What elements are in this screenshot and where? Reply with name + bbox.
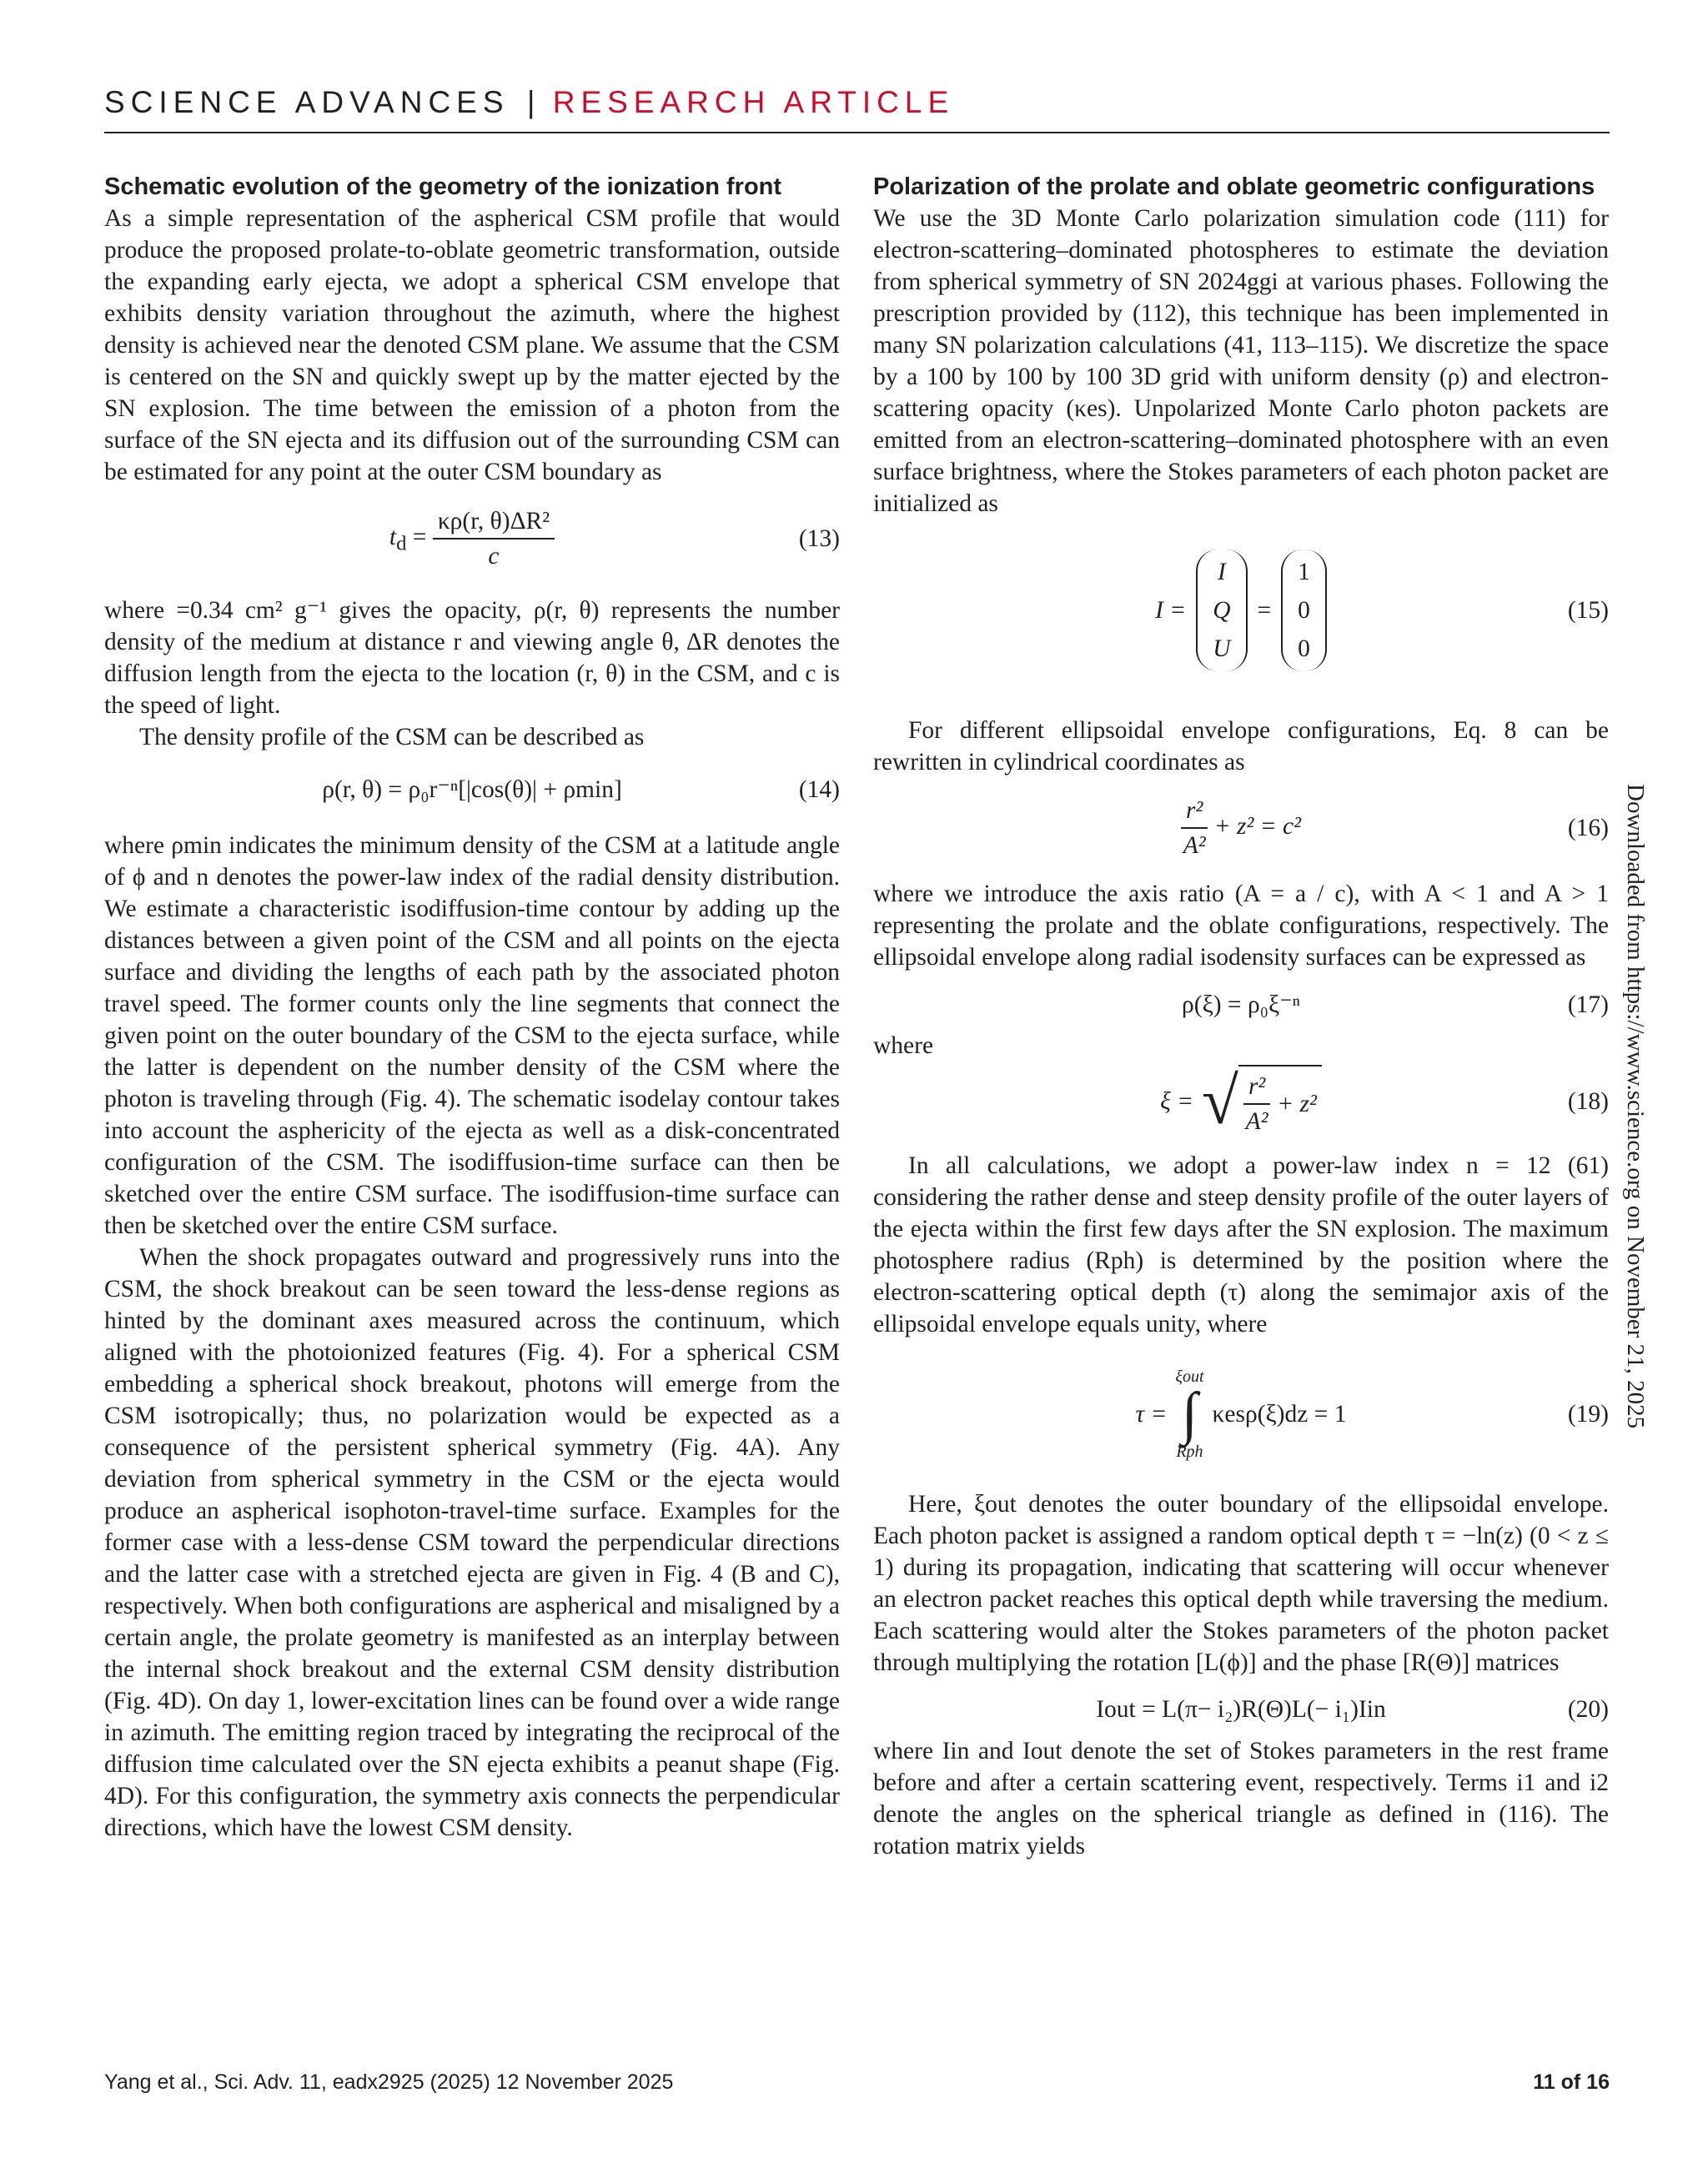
equation-20 [873,1684,1609,1735]
eq18-numerator: r² [1243,1070,1270,1105]
eq18-rest: + z² [1277,1091,1317,1117]
eq19-lhs: τ = [1135,1401,1168,1428]
eq15-lhs: I = [1155,597,1187,624]
equation-15 [873,531,1609,690]
equation-14 [104,761,840,818]
square-root: √ $\frac{\text{r²}}{\text{A²}}$ + z² [1202,1064,1322,1139]
paragraph: Here, ξout denotes the outer boundary of the ellipsoidal envelope. Each photon packet is assigned a random optical depth τ = −ln(z) (0 < z ≤ 1) during its propagation, indicating that scattering will occur whenever an electron packet reaches this optical depth while traversing the medium. Each scattering would alter the Stokes parameters of the photon packet through multiplying the rotation [L(ϕ)] and the phase [R(Θ)] matrices [873,1491,1609,1676]
paragraph: where =0.34 cm² g⁻¹ gives the opacity, ρ(r, θ) represents the number density of the medium at distance r and viewing angle θ, ΔR denotes the diffusion length from the ejecta to the location (r, θ) in the CSM, and c is the speed of light. [104,597,840,719]
initial-vector [1281,550,1327,671]
vector-entry: U [1213,635,1231,662]
right-column [873,171,1609,1862]
equation-number: (17) [1567,991,1609,1018]
equation-13: $t_d$ = $\frac{\text{κρ(r, θ)ΔR²}}{c}$ (13) [104,494,840,583]
equation-number: (18) [1567,1088,1609,1115]
download-notice: Downloaded from https://www.science.org on November 21, 2025 [1622,784,1649,1429]
equation-17 [873,980,1609,1030]
section-heading-polarization: Polarization of the prolate and oblate geometric configurations [873,173,1595,200]
eq17-body: ρ(ξ) = ρ₀ξ⁻ⁿ [1182,991,1300,1018]
vector-entry: 1 [1298,559,1310,585]
equation-19 [873,1352,1609,1477]
footer-citation: Yang et al., Sci. Adv. 11, eadx2925 (2025) 12 November 2025 [104,2070,674,2094]
paragraph: The density profile of the CSM can be described as [139,724,645,750]
page-number: 11 of 16 [1533,2070,1610,2094]
paragraph: where [873,1032,934,1059]
eq15-equals: = [1257,597,1272,624]
eq16-denominator: A² [1183,832,1206,859]
vector-entry: 0 [1298,597,1310,624]
vector-entry: I [1217,559,1226,585]
integral-lower-limit: Rph [1176,1443,1203,1461]
eq16-rest: + z² = c² [1213,812,1301,840]
left-column [104,171,840,1844]
eq13-numerator: κρ(r, θ)ΔR² [433,504,555,539]
equation-number: (16) [1567,815,1609,841]
paragraph: As a simple representation of the aspherical CSM profile that would produce the proposed prolate-to-oblate geometric transformation, outside the expanding early ejecta, we adopt a spherical CSM envelope that exhibits density variation throughout the azimuth, where the highest density is achieved near the denoted CSM plane. We assume that the CSM is centered on the SN and quickly swept up by the matter ejected by the SN explosion. The time between the emission of a photon from the surface of the SN ejecta and its diffusion out of the surrounding CSM can be estimated for any point at the outer CSM boundary as [104,205,840,485]
equation-number: (20) [1567,1696,1609,1723]
equation-18 [873,1061,1609,1142]
equation-number: (14) [798,776,840,803]
header-separator: | [526,85,535,119]
eq19-body: κesρ(ξ)dz = 1 [1212,1401,1347,1428]
eq13-denominator: c [488,543,500,570]
equation-16 [873,786,1609,870]
paragraph: When the shock propagates outward and progressively runs into the CSM, the shock breakout can be seen toward the less-dense regions as hinted by the dominant axes measured across the continuum, which aligned with the photoionized features (Fig. 4). For a spherical CSM embedding a spherical shock breakout, photons will emerge from the CSM isotropically; thus, no polarization would be expected as a consequence of the persistent spherical symmetry (Fig. 4A). Any deviation from spherical symmetry in the CSM or the ejecta would produce an aspherical isophoton-travel-time surface. Examples for the former case with a less-dense CSM toward the perpendicular directions and the latter case with a stretched ejecta are given in Fig. 4 (B and C), respectively. When both configurations are aspherical and misaligned by a certain angle, the prolate geometry is manifested as an interplay between the internal shock breakout and the external CSM density distribution (Fig. 4D). On day 1, lower-excitation lines can be found over a wide range in azimuth. The emitting region traced by integrating the reciprocal of the diffusion time calculated over the SN ejecta exhibits a peanut shape (Fig. 4D). For this configuration, the symmetry axis connects the perpendicular directions, which have the lowest CSM density. [104,1244,840,1841]
vector-entry: 0 [1298,635,1310,662]
paragraph: In all calculations, we adopt a power-law index n = 12 (61) considering the rather dense and steep density profile of the outer layers of the ejecta within the first few days after the SN explosion. The maximum photosphere radius (Rph) is determined by the position where the electron-scattering optical depth (τ) along the semimajor axis of the ellipsoidal envelope equals unity, where [873,1152,1609,1337]
eq20-body: Iout = L(π− i₂)R(Θ)L(− i₁)Iin [1096,1696,1386,1723]
stokes-vector [1196,550,1247,671]
equation-number: (13) [798,525,840,552]
eq18-denominator: A² [1245,1108,1268,1135]
eq18-lhs: ξ = [1160,1088,1194,1115]
paragraph: where we introduce the axis ratio (A = a / c), with A < 1 and A > 1 representing the prolate and the oblate configurations, respectively. The ellipsoidal envelope along radial isodensity surfaces can be expressed as [873,881,1609,971]
section-heading-ionization-front: Schematic evolution of the geometry of the ionization front [104,173,782,200]
article-type: RESEARCH ARTICLE [552,85,955,119]
paragraph: We use the 3D Monte Carlo polarization simulation code (111) for electron-scattering–dominated photospheres to estimate the deviation from spherical symmetry of SN 2024ggi at various phases. Following the prescription provided by (112), this technique has been implemented in many SN polarization calculations (41, 113–115). We discretize the space by a 100 by 100 by 100 3D grid with uniform density (ρ) and electron-scattering opacity (κes). Unpolarized Monte Carlo photon packets are emitted from an electron-scattering–dominated photosphere with an even surface brightness, where the Stokes parameters of each photon packet are initialized as [873,205,1609,517]
eq13-lhs-sub: d [396,532,407,555]
integral-upper-limit: ξout [1175,1368,1204,1386]
running-header [104,82,1610,123]
vector-entry: Q [1213,597,1231,624]
eq13-lhs: t [389,523,397,550]
paragraph: where Iin and Iout denote the set of Stokes parameters in the rest frame before and after a certain scattering event, respectively. Terms i1 and i2 denote the angles on the spherical triangle as defined in (116). The rotation matrix yields [873,1738,1609,1859]
download-side-note [1622,784,1655,1429]
paragraph: where ρmin indicates the minimum density of the CSM at a latitude angle of ϕ and n denotes the power-law index of the radial density distribution. We estimate a characteristic isodiffusion-time contour by adding up the distances between a given point of the CSM and all points on the ejecta surface and dividing the lengths of each path by the associated photon travel speed. The former counts only the line segments that connect the given point on the outer boundary of the CSM to the ejecta surface, while the latter is dependent on the number density of the CSM where the photon is traveling through (Fig. 4). The schematic isodelay contour takes into account the asphericity of the ejecta as well as a disk-concentrated configuration of the CSM. The isodiffusion-time surface can then be sketched over the entire CSM surface. The isodiffusion-time surface can then be sketched over the entire CSM surface. [104,832,840,1239]
equation-number: (19) [1567,1401,1609,1428]
equation-number: (15) [1567,597,1609,624]
eq14-body: ρ(r, θ) = ρ₀r⁻ⁿ[|cos(θ)| + ρmin] [322,776,622,803]
paragraph: For different ellipsoidal envelope configurations, Eq. 8 can be rewritten in cylindrical coordinates as [873,717,1609,775]
journal-name: SCIENCE ADVANCES [104,85,510,119]
eq16-numerator: r² [1181,794,1208,829]
header-rule [104,132,1610,133]
integral-sign: ξout ∫ Rph [1175,1368,1204,1461]
